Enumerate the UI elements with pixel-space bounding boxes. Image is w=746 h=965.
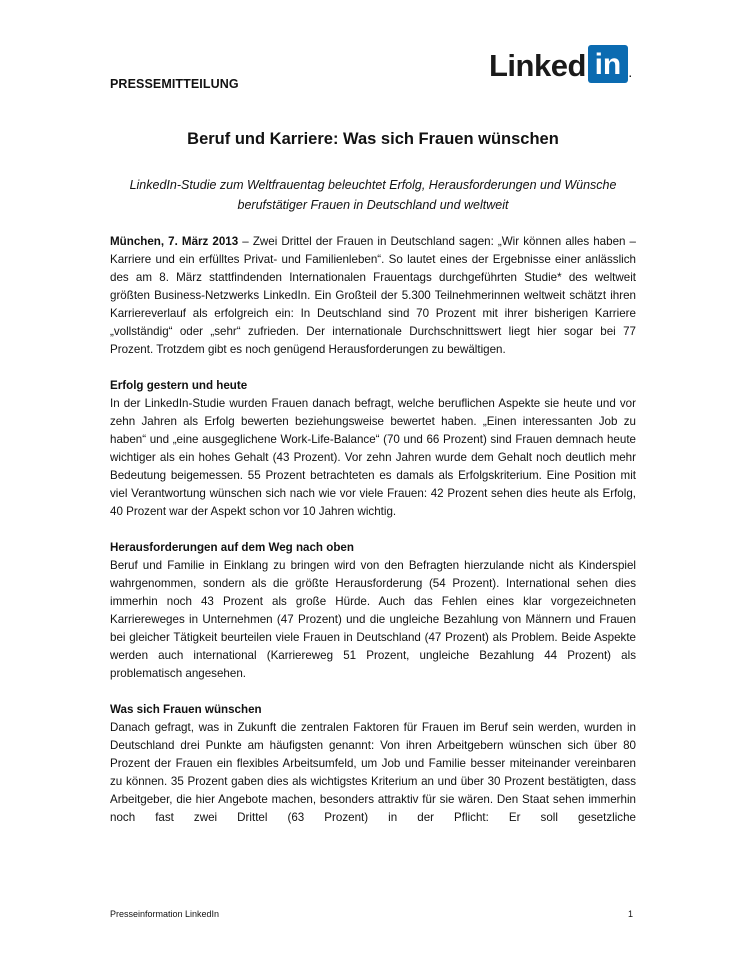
- section-heading: Was sich Frauen wünschen: [110, 703, 262, 716]
- section-erfolg: [110, 377, 636, 521]
- document-body: [110, 233, 636, 827]
- section-heading: Herausforderungen auf dem Weg nach oben: [110, 541, 354, 554]
- section-text: Danach gefragt, was in Zukunft die zentralen Faktoren für Frauen im Beruf sein werden, wurden in Deutschland drei Punkte am häufigsten genannt: Von ihren Arbeitgebern wünschen sich über 80 Prozent der Frauen ein flexibles Arbeitsumfeld, um Job und Familie besser miteinander vereinbaren zu können. 35 Prozent gaben dies als wichtigstes Kriterium an und über 30 Prozent bestätigten, dass Arbeitgeber, die hier Angebote machen, besonders attraktiv für sie wären. Den Staat sehen immerhin noch fast zwei Drittel (63 Prozent) in der Pflicht: Er soll gesetzliche: [110, 721, 636, 824]
- footer-text: Presseinformation LinkedIn: [110, 909, 220, 919]
- section-text: In der LinkedIn-Studie wurden Frauen danach befragt, welche beruflichen Aspekte sie heute und vor zehn Jahren als Erfolg bewerten beziehungsweise bewertet haben. „Einen interessanten Job zu haben“ und „eine ausgeglichene Work-Life-Balance“ (70 und 66 Prozent) sind Frauen demnach heute wichtiger als ein hohes Gehalt (43 Prozent). Vor zehn Jahren wurde dem Gehalt noch deutlich mehr Bedeutung beigemessen. 55 Prozent betrachteten es damals als Erfolgskriterium. Eine Position mit viel Verantwortung wünschen sich nach wie vor viele Frauen: 42 Prozent sehen dies heute als Erfolg, 40 Prozent war der Aspekt schon vor 10 Jahren wichtig.: [110, 397, 636, 518]
- dateline: München, 7. März 2013: [110, 235, 239, 248]
- document-subtitle: LinkedIn-Studie zum Weltfrauentag beleuchtet Erfolg, Herausforderungen und Wünsche berufstätiger Frauen in Deutschland und weltweit: [129, 178, 617, 212]
- section-heading: Erfolg gestern und heute: [110, 379, 248, 392]
- section-text: Beruf und Familie in Einklang zu bringen wird von den Befragten hierzulande nicht als Kinderspiel wahrgenommen, sondern als die größte Herausforderung (54 Prozent). International sehen dies immerhin noch 43 Prozent als große Hürde. Auch das Fehlen eines klar vorgezeichneten Karriereweges in Unternehmen (47 Prozent) und die ungleiche Bezahlung von Männern und Frauen bei gleicher Tätigkeit beurteilen viele Frauen in Deutschland (47 Prozent) als Problem. Beide Aspekte werden auch international (Karriereweg 51 Prozent, ungleiche Bezahlung 44 Prozent) als problematisch angesehen.: [110, 559, 636, 680]
- linkedin-logo: [489, 43, 632, 83]
- page-number: 1: [628, 909, 634, 919]
- intro-paragraph: [110, 233, 636, 359]
- press-release-label: PRESSEMITTEILUNG: [110, 77, 239, 91]
- logo-wordmark: Linked: [489, 48, 586, 83]
- intro-text: – Zwei Drittel der Frauen in Deutschland sagen: „Wir können alles haben – Karriere und ein erfülltes Privat- und Familienleben“. So lautet eines der Ergebnisse einer anlässlich des am 8. März stattfindenden Internationalen Frauentags durchgeführten Studie* des weltweit größten Business-Netzwerks LinkedIn. Ein Großteil der 5.300 Teilnehmerinnen weltweit schätzt ihren Karriereverlauf als erfolgreich ein: In Deutschland sind 70 Prozent mit ihrer bisherigen Karriere „vollständig“ oder „sehr“ zufrieden. Der internationale Durchschnittswert liegt hier sogar bei 77 Prozent. Trotzdem gibt es noch genügend Herausforderungen zu bewältigen.: [110, 235, 636, 356]
- logo-in-box: in: [588, 45, 628, 83]
- section-herausforderungen: [110, 539, 636, 683]
- logo-dot: .: [628, 69, 632, 80]
- section-wuensche: [110, 701, 636, 827]
- document-title: Beruf und Karriere: Was sich Frauen wünschen: [187, 130, 559, 148]
